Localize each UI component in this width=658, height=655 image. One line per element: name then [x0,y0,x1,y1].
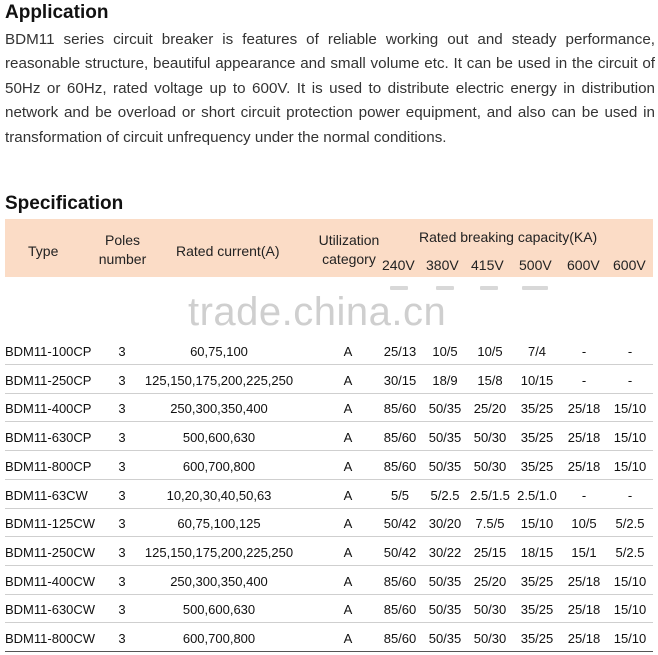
table-cell-type: BDM11-250CW [5,544,96,560]
table-cell-category: A [343,372,353,388]
table-cell-v415: 50/30 [473,430,507,446]
header-utilization-line1: Utilization [318,232,380,248]
table-cell-category: A [343,544,353,560]
table-cell-v500: 10/15 [520,372,554,388]
row-divider [5,364,653,365]
table-cell-v240: 85/60 [383,602,417,618]
table-cell-current: 125,150,175,200,225,250 [144,544,294,560]
table-cell-v600a: - [581,344,587,359]
table-cell-v240: 30/15 [383,372,417,388]
table-cell-poles: 3 [118,631,126,646]
table-bottom-border [5,651,653,652]
table-cell-v600a: 25/18 [567,602,601,618]
table-cell-v380: 18/9 [432,372,458,388]
table-cell-category: A [343,602,353,618]
table-cell-current: 600,700,800 [182,631,256,646]
header-voltage-600b: 600V [613,257,646,273]
table-cell-v600b: 15/10 [613,430,647,446]
table-cell-type: BDM11-800CP [5,458,92,474]
table-cell-poles: 3 [118,344,126,359]
table-cell-v415: 7.5/5 [475,516,505,532]
table-cell-v415: 25/20 [473,401,507,417]
table-cell-v600a: 25/18 [567,631,601,646]
table-cell-category: A [343,458,353,474]
table-cell-v415: 25/15 [473,544,507,560]
table-cell-current: 500,600,630 [182,430,256,446]
header-voltage-415: 415V [471,257,504,273]
table-cell-v600b: - [627,372,633,388]
table-cell-type: BDM11-400CP [5,401,92,417]
header-breaking-capacity: Rated breaking capacity(KA) [419,229,598,245]
table-cell-v380: 50/35 [428,458,462,474]
header-voltage-600a: 600V [567,257,600,273]
table-cell-current: 60,75,100 [190,344,248,359]
row-divider [5,508,653,509]
table-cell-v600b: 15/10 [613,631,647,646]
header-utilization [314,231,384,269]
table-cell-category: A [343,573,353,589]
row-divider [5,479,653,480]
table-cell-poles: 3 [118,372,126,388]
table-cell-poles: 3 [118,573,126,589]
table-cell-category: A [343,430,353,446]
table-cell-v415: 15/8 [477,372,503,388]
table-cell-v415: 50/30 [473,602,507,618]
table-cell-v500: 15/10 [520,516,554,532]
table-cell-v600b: 5/2.5 [615,544,645,560]
table-cell-v240: 85/60 [383,631,417,646]
table-cell-v600b: 15/10 [613,602,647,618]
application-paragraph: BDM11 series circuit breaker is features of reliable working out and steady performance, reasonable structure, beautiful appearance and small volume etc. It can be used in the circuit of 50Hz or 60Hz, rated voltage up to 600V. It is used to distribute electric energy in distribution network and be overload or short circuit protection power equipment, and also can be used in transformation of circuit unfrequency under the normal conditions. [5,31,655,146]
table-cell-type: BDM11-630CP [5,430,92,446]
table-cell-type: BDM11-100CP [5,344,92,359]
specification-heading: Specification [5,193,124,214]
table-cell-v600b: 15/10 [613,401,647,417]
table-cell-v415: 10/5 [477,344,503,359]
table-cell-v380: 50/35 [428,401,462,417]
table-cell-current: 500,600,630 [182,602,256,618]
table-cell-type: BDM11-125CW [5,516,96,532]
table-cell-poles: 3 [118,516,126,532]
header-voltage-380: 380V [426,257,459,273]
table-cell-v600a: 15/1 [571,544,597,560]
table-cell-v380: 50/35 [428,430,462,446]
table-cell-poles: 3 [118,401,126,417]
row-divider [5,565,653,566]
table-cell-current: 250,300,350,400 [170,401,268,417]
application-heading: Application [5,2,109,23]
table-cell-v500: 35/25 [520,458,554,474]
header-poles [95,231,150,269]
table-cell-category: A [343,631,353,646]
table-cell-poles: 3 [118,458,126,474]
table-cell-v600a: 25/18 [567,430,601,446]
artifact-mark [480,286,498,290]
table-cell-type: BDM11-630CW [5,602,96,618]
table-cell-v600a: 25/18 [567,573,601,589]
table-cell-poles: 3 [118,430,126,446]
table-cell-v600a: 10/5 [571,516,597,532]
table-cell-current: 10,20,30,40,50,63 [166,487,272,503]
table-cell-category: A [343,401,353,417]
table-cell-poles: 3 [118,487,126,503]
table-cell-v415: 50/30 [473,458,507,474]
table-cell-v380: 5/2.5 [430,487,460,503]
table-cell-v600a: 25/18 [567,458,601,474]
table-cell-v415: 2.5/1.5 [470,487,510,503]
header-poles-line2: number [98,251,147,267]
header-voltage-240: 240V [382,257,415,273]
table-cell-v600b: 5/2.5 [615,516,645,532]
table-cell-v500: 35/25 [520,401,554,417]
table-cell-category: A [343,516,353,532]
table-cell-v240: 50/42 [383,544,417,560]
watermark: trade.china.cn [188,290,447,334]
table-cell-v415: 50/30 [473,631,507,646]
table-cell-v380: 50/35 [428,631,462,646]
table-cell-current: 60,75,100,125 [177,516,261,532]
header-voltage-500: 500V [519,257,552,273]
table-cell-v240: 25/13 [383,344,417,359]
table-cell-type: BDM11-800CW [5,631,96,646]
table-cell-poles: 3 [118,544,126,560]
row-divider [5,421,653,422]
row-divider [5,594,653,595]
header-utilization-line2: category [322,251,376,267]
table-cell-current: 600,700,800 [182,458,256,474]
header-type: Type [28,243,59,259]
table-cell-v600a: - [581,372,587,388]
table-cell-v600b: - [627,487,633,503]
header-rated-current: Rated current(A) [176,243,280,259]
table-cell-v380: 30/22 [428,544,462,560]
row-divider [5,536,653,537]
table-cell-category: A [343,487,353,503]
table-cell-v500: 18/15 [520,544,554,560]
table-cell-v500: 35/25 [520,573,554,589]
table-cell-v380: 50/35 [428,573,462,589]
header-poles-line1: Poles [104,232,141,248]
table-cell-current: 250,300,350,400 [170,573,268,589]
table-cell-v500: 2.5/1.0 [517,487,557,503]
table-cell-v380: 10/5 [432,344,458,359]
row-divider [5,450,653,451]
table-cell-type: BDM11-250CP [5,372,92,388]
table-cell-v500: 35/25 [520,430,554,446]
table-cell-v240: 5/5 [390,487,410,503]
table-cell-category: A [343,344,353,359]
table-cell-current: 125,150,175,200,225,250 [144,372,294,388]
table-cell-v415: 25/20 [473,573,507,589]
table-cell-v240: 85/60 [383,458,417,474]
table-cell-v500: 35/25 [520,602,554,618]
table-cell-v240: 85/60 [383,401,417,417]
table-cell-type: BDM11-400CW [5,573,96,589]
row-divider [5,622,653,623]
table-cell-type: BDM11-63CW [5,487,88,503]
table-cell-v380: 30/20 [428,516,462,532]
table-cell-v600a: - [581,487,587,503]
table-cell-v600b: 15/10 [613,458,647,474]
table-cell-v380: 50/35 [428,602,462,618]
table-cell-v500: 7/4 [527,344,547,359]
table-cell-v240: 85/60 [383,430,417,446]
row-divider [5,393,653,394]
table-cell-v240: 50/42 [383,516,417,532]
table-cell-v240: 85/60 [383,573,417,589]
table-cell-poles: 3 [118,602,126,618]
table-cell-v600a: 25/18 [567,401,601,417]
table-cell-v600b: - [627,344,633,359]
table-cell-v500: 35/25 [520,631,554,646]
table-cell-v600b: 15/10 [613,573,647,589]
artifact-mark [522,286,548,290]
